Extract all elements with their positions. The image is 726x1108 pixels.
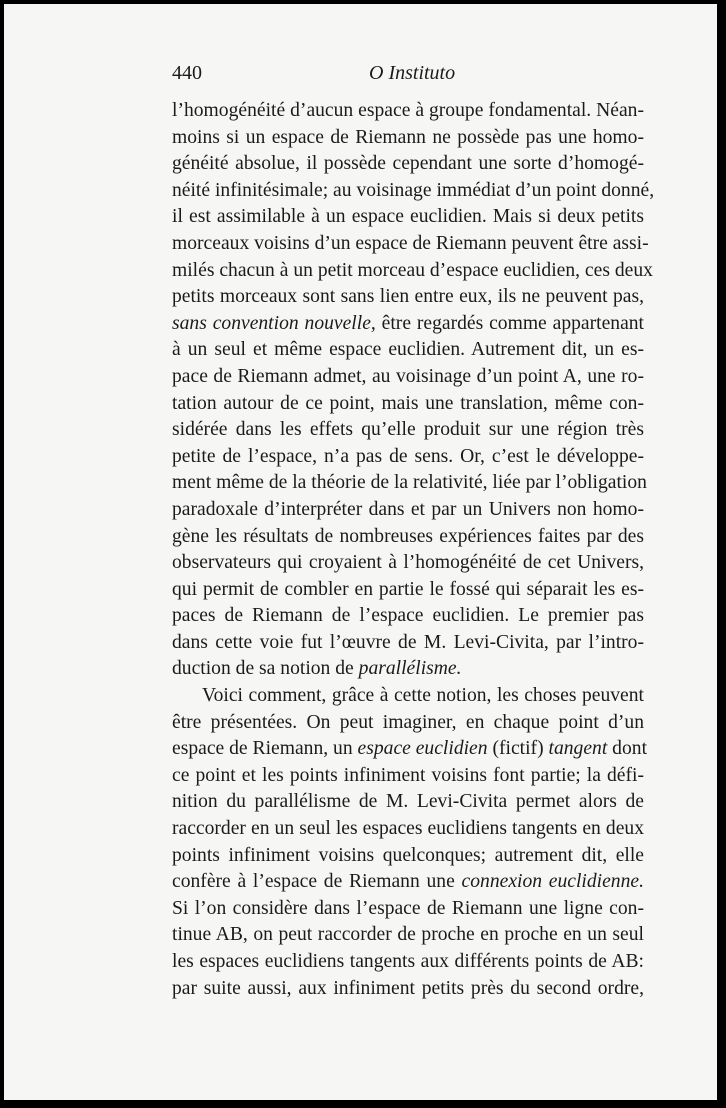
text-segment: paces de Riemann de l’espace euclidien. Le premier pas <box>172 605 644 627</box>
text-line <box>172 311 644 338</box>
text-line <box>172 869 644 896</box>
body-text <box>172 98 655 1002</box>
text-line <box>172 444 644 471</box>
text-line <box>172 125 644 152</box>
text-segment: ment même de la théorie de la relativité, liée par l’obligation <box>172 472 647 494</box>
text-segment: espace de Riemann, un <box>172 738 358 760</box>
text-segment: points infiniment voisins quelconques; autrement dit, elle <box>172 844 644 866</box>
text-segment: gène les résultats de nombreuses expériences faites par des <box>172 525 644 547</box>
text-line <box>172 284 644 311</box>
text-segment: par suite aussi, aux infiniment petits près du second ordre, <box>172 977 644 999</box>
text-line <box>172 789 644 816</box>
text-segment: à un seul et même espace euclidien. Autrement dit, un es- <box>172 339 644 361</box>
text-segment: être présentées. On peut imaginer, en chaque point d’un <box>172 711 644 733</box>
text-segment: néité infinitésimale; au voisinage immédiat d’un point donné, <box>172 179 655 201</box>
text-segment: (fictif) <box>487 738 549 760</box>
text-segment: nition du parallélisme de M. Levi-Civita permet alors de <box>172 791 644 813</box>
text-segment: tation autour de ce point, mais une translation, même con- <box>172 392 644 414</box>
text-segment: observateurs qui croyaient à l’homogénéité de cet Univers, <box>172 552 644 574</box>
text-segment: morceaux voisins d’un espace de Riemann peuvent être assi- <box>172 232 649 254</box>
text-segment: pace de Riemann admet, au voisinage d’un point A, une ro- <box>172 365 644 387</box>
text-segment: Voici comment, grâce à cette notion, les choses peuvent <box>202 685 644 707</box>
text-line <box>172 550 644 577</box>
italic-text: parallélisme. <box>358 658 462 680</box>
text-segment: dont <box>607 738 648 760</box>
italic-text: tangent <box>548 738 608 760</box>
page-number: 440 <box>172 62 202 84</box>
text-line <box>172 922 644 949</box>
text-segment: moins si un espace de Riemann ne possède pas une homo- <box>172 126 644 148</box>
text-line <box>172 896 644 923</box>
text-line <box>172 364 644 391</box>
text-line <box>172 577 644 604</box>
running-header <box>172 62 644 90</box>
text-segment: qui permit de combler en partie le fossé qui séparait les es- <box>172 578 644 600</box>
text-segment: raccorder en un seul les espaces euclidiens tangents en deux <box>172 818 644 840</box>
text-line <box>172 204 644 231</box>
text-line <box>172 337 644 364</box>
text-segment: généité absolue, il possède cependant une sorte d’homogé- <box>172 153 644 175</box>
text-line <box>172 497 644 524</box>
text-line <box>172 949 644 976</box>
italic-text: connexion euclidienne. <box>461 871 644 893</box>
text-line <box>172 391 644 418</box>
text-line <box>172 976 644 1003</box>
italic-text: espace euclidien <box>357 738 488 760</box>
page <box>4 4 717 1100</box>
text-line <box>172 151 644 178</box>
text-segment: être regardés comme appartenant <box>375 312 645 334</box>
text-line <box>172 843 644 870</box>
italic-text: sans convention nouvelle, <box>172 312 376 334</box>
text-segment: confère à l’espace de Riemann une <box>172 871 462 893</box>
text-line <box>172 763 644 790</box>
text-line <box>172 231 649 258</box>
text-segment: milés chacun à un petit morceau d’espace euclidien, ces deux <box>172 259 653 281</box>
text-segment: les espaces euclidiens tangents aux différents points de AB: <box>172 951 644 972</box>
text-line <box>172 656 644 683</box>
text-line <box>172 524 644 551</box>
text-segment: ce point et les points infiniment voisins font partie; la défi- <box>172 764 644 786</box>
text-line <box>172 417 644 444</box>
text-line <box>172 630 644 657</box>
text-segment: duction de sa notion de <box>172 658 359 680</box>
text-segment: petits morceaux sont sans lien entre eux, ils ne peuvent pas, <box>172 286 644 308</box>
text-segment: tinue AB, on peut raccorder de proche en proche en un seul <box>172 924 644 946</box>
text-line <box>172 683 644 710</box>
text-segment: dans cette voie fut l’œuvre de M. Levi-Civita, par l’intro- <box>172 631 644 653</box>
text-line <box>172 816 644 843</box>
text-segment: paradoxale d’interpréter dans et par un Univers non homo- <box>172 498 644 520</box>
text-line <box>172 603 644 630</box>
text-segment: Si l’on considère dans l’espace de Riemann une ligne con- <box>172 897 644 919</box>
text-line <box>172 470 647 497</box>
running-title: O Instituto <box>369 62 456 84</box>
text-segment: petite de l’espace, n’a pas de sens. Or, c’est le développe- <box>172 445 644 467</box>
text-segment: l’homogénéité d’aucun espace à groupe fondamental. Néan- <box>172 100 644 121</box>
text-line <box>172 258 653 285</box>
text-line <box>172 98 644 125</box>
text-line <box>172 178 655 205</box>
text-line <box>172 736 648 763</box>
text-line <box>172 710 644 737</box>
text-segment: il est assimilable à un espace euclidien. Mais si deux petits <box>172 206 644 228</box>
text-segment: sidérée dans les effets qu’elle produit sur une région très <box>172 419 644 441</box>
